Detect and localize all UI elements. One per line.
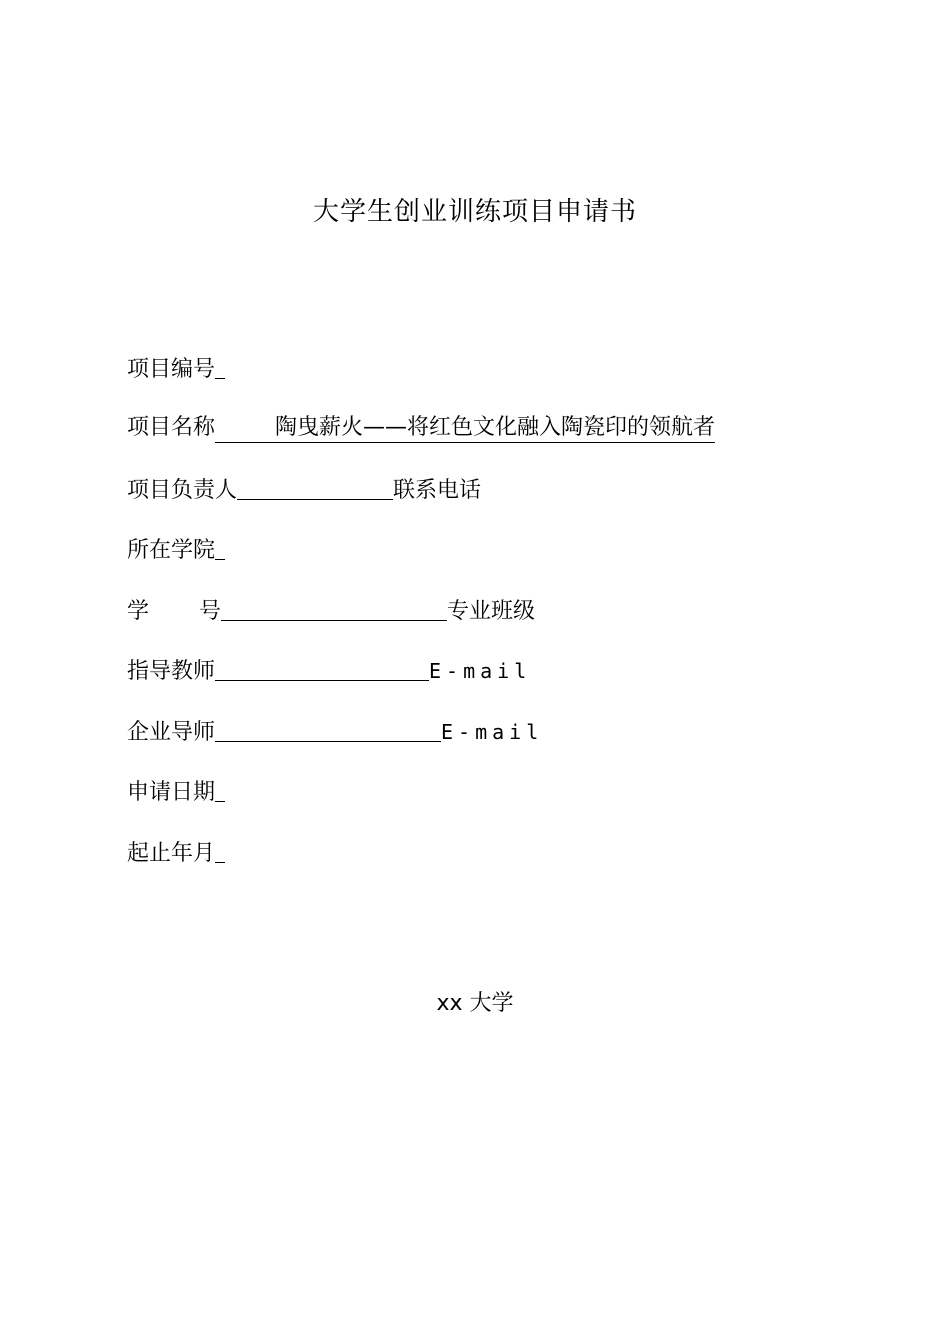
field-period <box>127 835 225 869</box>
project-leader-input-line[interactable] <box>237 475 393 500</box>
project-name-label: 项目名称 <box>127 415 216 440</box>
advisor-email-label: E-mail <box>429 659 532 683</box>
advisor-label: 指导教师 <box>127 659 216 684</box>
contact-phone-label: 联系电话 <box>393 478 482 503</box>
field-advisor <box>127 653 531 687</box>
enterprise-mentor-label: 企业导师 <box>127 720 216 745</box>
application-date-input-line[interactable] <box>215 777 225 802</box>
student-id-input-line[interactable] <box>221 596 447 621</box>
field-enterprise-mentor <box>127 714 543 748</box>
field-application-date <box>127 774 225 808</box>
document-title: 大学生创业训练项目申请书 <box>312 197 637 227</box>
field-project-name <box>127 411 715 445</box>
field-project-number <box>127 351 225 385</box>
university-name: xx 大学 <box>436 991 514 1016</box>
project-number-input-line[interactable] <box>215 354 225 379</box>
field-student-id <box>127 593 535 627</box>
application-date-label: 申请日期 <box>127 780 216 805</box>
project-leader-label: 项目负责人 <box>127 478 238 503</box>
enterprise-mentor-email-label: E-mail <box>441 720 544 744</box>
student-id-label-part2: 号 <box>199 599 222 624</box>
enterprise-mentor-input-line[interactable] <box>215 717 441 742</box>
student-id-label-part1: 学 <box>127 599 150 624</box>
project-name-value[interactable]: 陶曳薪火——将红色文化融入陶瓷印的领航者 <box>215 414 715 443</box>
field-project-leader <box>127 472 481 506</box>
college-input-line[interactable] <box>215 535 225 560</box>
college-label: 所在学院 <box>127 538 216 563</box>
major-class-label: 专业班级 <box>447 599 536 624</box>
period-label: 起止年月 <box>127 841 216 866</box>
advisor-input-line[interactable] <box>215 656 429 681</box>
period-input-line[interactable] <box>215 838 225 863</box>
project-number-label: 项目编号 <box>127 357 216 382</box>
field-college <box>127 532 225 566</box>
